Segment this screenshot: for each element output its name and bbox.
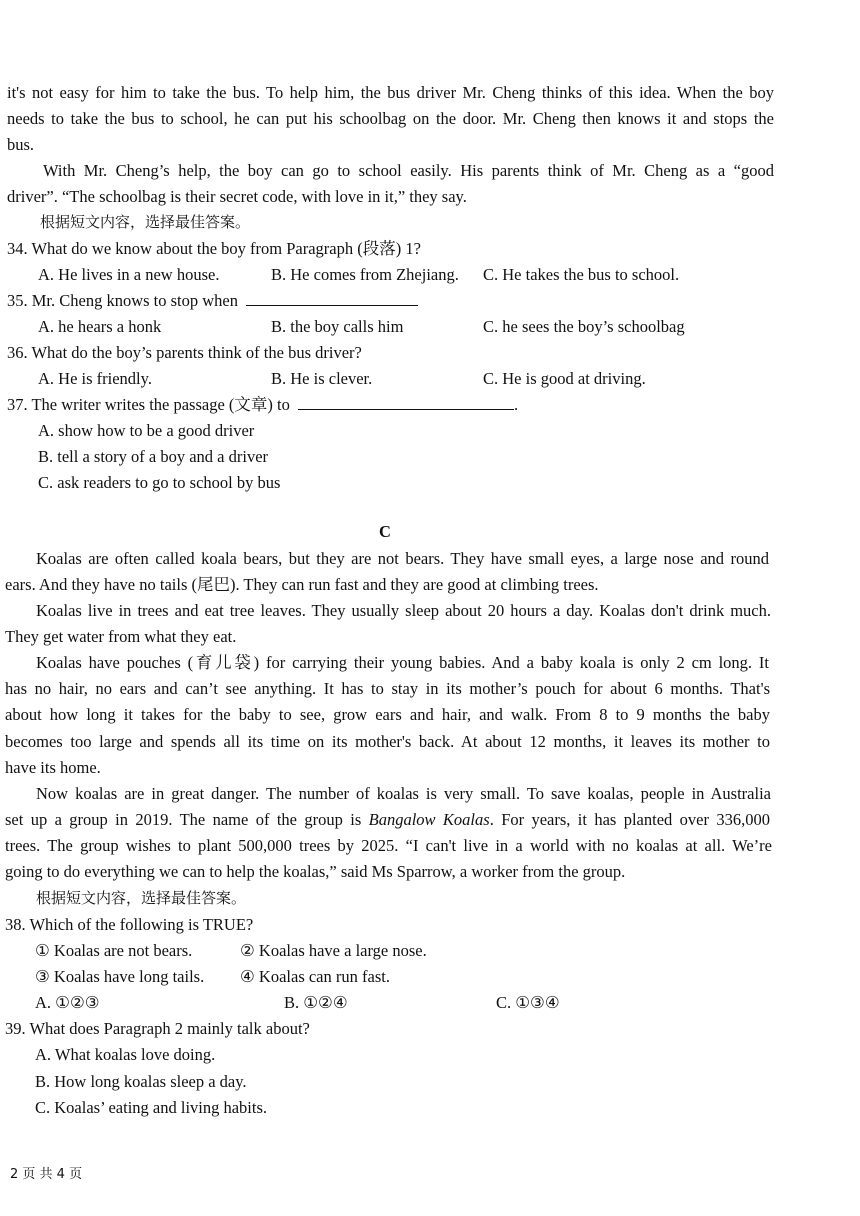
passage-b-line: bus. (7, 135, 35, 154)
passage-c-line: Koalas are often called koala bears, but they are not bears. They have small eyes, a large nose and round (36, 549, 769, 568)
answer-option[interactable]: A. show how to be a good driver (38, 421, 255, 440)
passage-c-line: have its home. (5, 758, 101, 777)
passage-c-line: Koalas have pouches (育儿袋) for carrying their young babies. And a baby koala is only 2 cm long. It (36, 653, 769, 672)
section-heading: C (379, 522, 391, 541)
answer-option[interactable]: C. He is good at driving. (483, 369, 646, 388)
passage-b-line: driver”. “The schoolbag is their secret code, with love in it,” they say. (7, 187, 467, 206)
passage-b-line: it's not easy for him to take the bus. To help him, the bus driver Mr. Cheng thinks of this idea. When the boy (7, 83, 774, 102)
answer-option[interactable]: C. Koalas’ eating and living habits. (35, 1098, 268, 1117)
answer-option[interactable]: B. He is clever. (271, 369, 373, 388)
instruction-text: 根据短文内容，选择最佳答案。 (36, 889, 247, 907)
answer-option[interactable]: C. He takes the bus to school. (483, 265, 680, 284)
passage-c-line: Koalas live in trees and eat tree leaves. They usually sleep about 20 hours a day. Koalas don't drink much. (36, 601, 771, 620)
page-number: 2 页 共 4 页 (10, 1167, 83, 1182)
answer-option[interactable]: C. ①③④ (496, 993, 560, 1012)
passage-c-text: set up a group in 2019. The name of the group is (5, 810, 369, 829)
answer-option[interactable]: C. ask readers to go to school by bus (38, 473, 281, 492)
passage-c-line: trees. The group wishes to plant 500,000 trees by 2025. “I can't live in a world with no koalas at all. We’re (5, 836, 772, 855)
passage-c-line (5, 810, 770, 830)
group-name: Bangalow Koalas (368, 810, 490, 829)
passage-b-line: needs to take the bus to school, he can put his schoolbag on the door. Mr. Cheng then knows it and stops the (7, 109, 774, 128)
passage-c-text: . For years, it has planted over 336,000 (489, 810, 770, 829)
passage-c-line: about how long it takes for the baby to see, grow ears and hair, and walk. From 8 to 9 months the baby (5, 705, 770, 724)
passage-c-line: Now koalas are in great danger. The number of koalas is very small. To save koalas, people in Australia (36, 784, 771, 803)
answer-option[interactable]: B. tell a story of a boy and a driver (38, 447, 269, 466)
question-stem-text: 37. The writer writes the passage (文章) to (7, 395, 290, 414)
answer-option[interactable]: C. he sees the boy’s schoolbag (483, 317, 685, 336)
statement-item: ① Koalas are not bears. (35, 941, 193, 960)
passage-c-line: going to do everything we can to help the koalas,” said Ms Sparrow, a worker from the group. (5, 862, 626, 881)
answer-option[interactable]: A. What koalas love doing. (35, 1045, 216, 1064)
passage-c-line: becomes too large and spends all its time on its mother's back. At about 12 months, it leaves its mother to (5, 732, 770, 751)
answer-option[interactable]: A. He is friendly. (38, 369, 152, 388)
question-stem: 39. What does Paragraph 2 mainly talk about? (5, 1019, 310, 1038)
answer-option[interactable]: A. He lives in a new house. (38, 265, 220, 284)
passage-c-line: They get water from what they eat. (5, 627, 237, 646)
question-stem (7, 291, 418, 311)
answer-option[interactable]: B. How long koalas sleep a day. (35, 1072, 247, 1091)
answer-option[interactable]: A. he hears a honk (38, 317, 162, 336)
passage-c-line: has no hair, no ears and can’t see anything. It has to stay in its mother’s pouch for about 6 months. That's (5, 679, 770, 698)
answer-option[interactable]: B. the boy calls him (271, 317, 404, 336)
statement-item: ④ Koalas can run fast. (240, 967, 390, 986)
answer-blank[interactable] (246, 291, 418, 306)
answer-blank[interactable] (298, 395, 514, 410)
answer-option[interactable]: A. ①②③ (35, 993, 100, 1012)
statement-item: ② Koalas have a large nose. (240, 941, 427, 960)
question-stem: 38. Which of the following is TRUE? (5, 915, 254, 934)
answer-option[interactable]: B. ①②④ (284, 993, 348, 1012)
question-stem (7, 395, 518, 415)
question-stem: 34. What do we know about the boy from Paragraph (段落) 1? (7, 239, 421, 258)
instruction-text: 根据短文内容，选择最佳答案。 (40, 213, 251, 231)
passage-c-line: ears. And they have no tails (尾巴). They can run fast and they are good at climbing trees. (5, 575, 599, 594)
answer-option[interactable]: B. He comes from Zhejiang. (271, 265, 459, 284)
statement-item: ③ Koalas have long tails. (35, 967, 205, 986)
stem-end-punctuation: . (514, 395, 519, 414)
passage-b-line: With Mr. Cheng’s help, the boy can go to school easily. His parents think of Mr. Cheng as a “good (43, 161, 774, 180)
question-stem: 36. What do the boy’s parents think of the bus driver? (7, 343, 362, 362)
question-stem-text: 35. Mr. Cheng knows to stop when (7, 291, 238, 310)
